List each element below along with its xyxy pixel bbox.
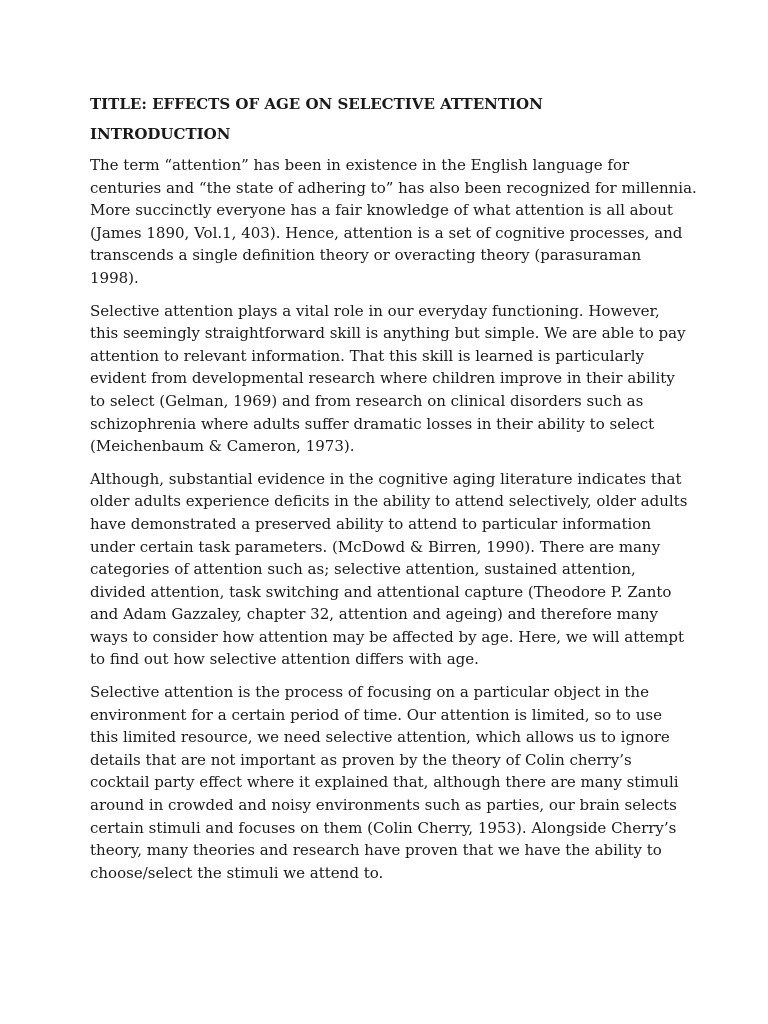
paragraph-line: categories of attention such as; selective attention, sustained attention,: [90, 560, 636, 579]
paragraph-line: older adults experience deficits in the ability to attend selectively, older adults: [90, 492, 688, 511]
document-page: [90, 94, 697, 894]
paragraph-line: evident from developmental research where children improve in their ability: [90, 369, 675, 388]
paragraph-line: choose/select the stimuli we attend to.: [90, 863, 384, 882]
paragraph-line: certain stimuli and focuses on them (Colin Cherry, 1953). Alongside Cherry’s: [90, 818, 677, 837]
paragraph-line: have demonstrated a preserved ability to attend to particular information: [90, 514, 651, 533]
paragraph-line: Although, substantial evidence in the cognitive aging literature indicates that: [90, 469, 682, 488]
paragraph-3: [90, 468, 690, 671]
paragraph-line: divided attention, task switching and attentional capture (Theodore P. Zanto: [90, 582, 672, 601]
paragraph-line: The term “attention” has been in existence in the English language for: [90, 156, 630, 174]
paragraph-line: to find out how selective attention differs with age.: [90, 650, 479, 669]
paragraph-line: More succinctly everyone has a fair knowledge of what attention is all about: [90, 201, 673, 220]
paragraph-line: to select (Gelman, 1969) and from research on clinical disorders such as: [90, 391, 644, 410]
paragraph-1: [90, 154, 697, 290]
document-title: TITLE: EFFECTS OF AGE ON SELECTIVE ATTENTION: [90, 95, 543, 113]
paragraph-line: cocktail party effect where it explained that, although there are many stimuli: [90, 773, 679, 792]
paragraph-line: Selective attention is the process of focusing on a particular object in the: [90, 683, 649, 702]
paragraph-line: attention to relevant information. That this skill is learned is particularly: [90, 346, 644, 365]
paragraph-line: under certain task parameters. (McDowd & Birren, 1990). There are many: [90, 537, 661, 556]
paragraph-2: [90, 300, 690, 458]
paragraph-line: centuries and “the state of adhering to” has also been recognized for millennia.: [90, 178, 697, 197]
section-heading-introduction: INTRODUCTION: [90, 125, 231, 143]
paragraph-line: (James 1890, Vol.1, 403). Hence, attention is a set of cognitive processes, and: [90, 223, 683, 242]
paragraph-line: environment for a certain period of time. Our attention is limited, so to use: [90, 705, 662, 724]
paragraph-line: (Meichenbaum & Cameron, 1973).: [90, 437, 355, 456]
paragraph-line: and Adam Gazzaley, chapter 32, attention and ageing) and therefore many: [90, 605, 658, 624]
paragraph-line: this seemingly straightforward skill is anything but simple. We are able to pay: [90, 324, 686, 343]
paragraph-line: Selective attention plays a vital role in our everyday functioning. However,: [90, 301, 660, 320]
paragraph-line: ways to consider how attention may be affected by age. Here, we will attempt: [90, 627, 685, 646]
paragraph-line: around in crowded and noisy environments such as parties, our brain selects: [90, 796, 677, 815]
paragraph-line: theory, many theories and research have proven that we have the ability to: [90, 841, 662, 860]
paragraph-line: transcends a single definition theory or overacting theory (parasuraman: [90, 246, 642, 265]
paragraph-line: schizophrenia where adults suffer dramatic losses in their ability to select: [90, 414, 655, 433]
paragraph-4: [90, 681, 690, 884]
paragraph-line: details that are not important as proven by the theory of Colin cherry’s: [90, 750, 632, 769]
paragraph-line: this limited resource, we need selective attention, which allows us to ignore: [90, 728, 670, 747]
paragraph-line: 1998).: [90, 268, 139, 287]
